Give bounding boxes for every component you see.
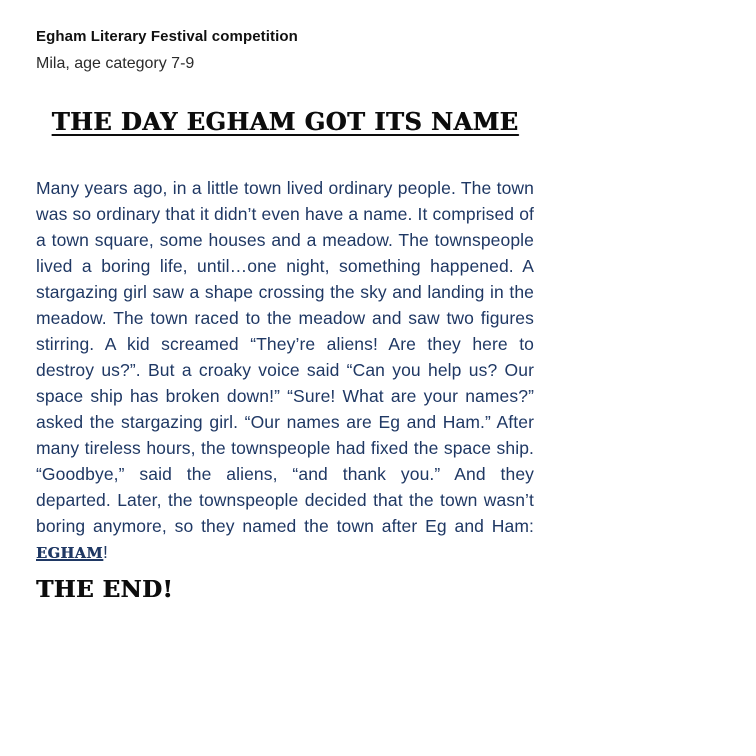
- exclamation-mark: !: [102, 541, 108, 562]
- competition-title: Egham Literary Festival competition: [36, 28, 298, 45]
- story-text: Many years ago, in a little town lived ordinary people. The town was so ordinary that it didn’t even have a name. It comprised of a town square, some houses and a meadow. The townspeople lived a boring life, until…one night, something happened. A stargazing girl saw a shape crossing the sky and landing in the meadow. The town raced to the meadow and saw two figures stirring. A kid screamed “They’re aliens! Are they here to destroy us?”. But a croaky voice said “Can you help us? Our space ship has broken down!” “Sure! What are your names?” asked the stargazing girl. “Our names are Eg and Ham.” After many tireless hours, the townspeople had fixed the space ship. “Goodbye,” said the aliens, “and thank you.” And they departed. Later, the townspeople decided that the town wasn’t boring anymore, so they named the town after Eg and Ham:: [36, 177, 534, 536]
- egham-word: EGHAM: [36, 544, 103, 562]
- author-line: Mila, age category 7-9: [36, 55, 195, 72]
- story-paragraph: [36, 175, 534, 567]
- the-end-label: THE END!: [36, 575, 173, 603]
- story-title: THE DAY EGHAM GOT ITS NAME: [51, 107, 519, 137]
- text-column: [36, 28, 534, 604]
